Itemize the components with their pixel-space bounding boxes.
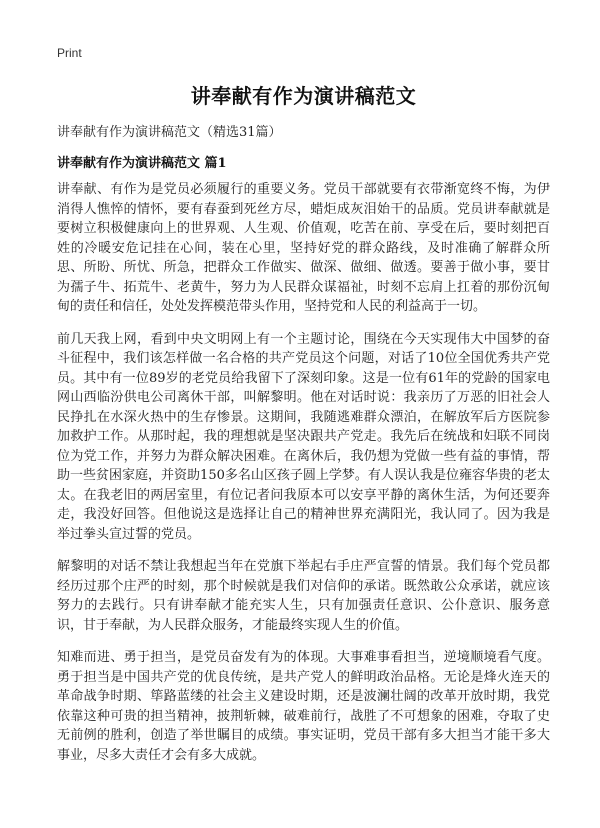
section-heading: 讲奉献有作为演讲稿范文 篇1 xyxy=(57,156,227,171)
body-paragraph-3: 解黎明的对话不禁让我想起当年在党旗下举起右手庄严宣誓的情景。我们每个党员都经历过那个庄严的时刻，那个时候就是我们对信仰的承诺。既然敢公众承诺，就应该努力的去践行。只有讲奉献才能充实人生，只有加强责任意识、公仆意识、服务意识，甘于奉献，为人民群众服务，才能最终实现人生的价值。 xyxy=(57,559,550,633)
body-paragraph-1: 讲奉献、有作为是党员必须履行的重要义务。党员干部就要有衣带渐宽终不悔，为伊消得人憔悴的情怀，要有春蚕到死丝方尽，蜡炬成灰泪始干的品质。党员讲奉献就是要树立积极健康向上的世界观、人生观、价值观，吃苦在前、享受在后，要时刻把百姓的冷暖安危记挂在心间，装在心里，坚持好党的群众路线，及时准确了解群众所思、所盼、所忧、所急，把群众工作做实、做深、做细、做透。要善于做小事，要甘为孺子牛、拓荒牛、老黄牛，努力为人民群众谋福祉，时刻不忘肩上扛着的那份沉甸甸的责任和信任，处处发挥模范带头作用，坚持党和人民的利益高于一切。 xyxy=(57,182,550,314)
document-title: 讲奉献有作为演讲稿范文 xyxy=(190,84,417,108)
body-paragraph-2: 前几天我上网，看到中央文明网上有一个主题讨论，围绕在今天实现伟大中国梦的奋斗征程中，我们该怎样做一名合格的共产党员这个问题，对话了10位全国优秀共产党员。其中有一位89岁的老党员给我留下了深刻印象。这是一位有61年的党龄的国家电网山西临汾供电公司离休干部，叫解黎明。他在对话时说：我亲历了万恶的旧社会人民挣扎在水深火热中的生存惨景。这期间，我随逃难群众漂泊，在解放军后方医院参加救护工作。从那时起，我的理想就是坚决跟共产党走。我先后在统战和妇联不同岗位为党工作，并努力为群众解决困难。在离休后，我仍想为党做一些有益的事情，帮助一些贫困家庭，并资助150多名山区孩子圆上学梦。有人误认我是位雍容华贵的老太太。在我老旧的两居室里，有位记者问我原本可以安享平静的离休生活，为何还要奔走，我没好回答。但他说这是选择让自己的精神世界充满阳光，我认同了。因为我是举过拳头宣过誓的党员。 xyxy=(57,331,550,542)
body-paragraph-4: 知难而进、勇于担当，是党员奋发有为的体现。大事难事看担当，逆境顺境看气度。勇于担当是中国共产党的优良传统，是共产党人的鲜明政治品格。无论是烽火连天的革命战争时期、筚路蓝缕的社会主义建设时期，还是波澜壮阔的改革开放时期，我党依靠这种可贵的担当精神，披荆斩棘，破难前行，战胜了不可想象的困难，夺取了史无前例的胜利，创造了举世瞩目的成绩。事实证明，党员干部有多大担当才能干多大事业，尽多大责任才会有多大成就。 xyxy=(57,650,550,763)
print-link[interactable]: Print xyxy=(57,46,82,60)
document-subtitle: 讲奉献有作为演讲稿范文（精选31篇） xyxy=(57,125,282,140)
document-body xyxy=(57,180,550,778)
